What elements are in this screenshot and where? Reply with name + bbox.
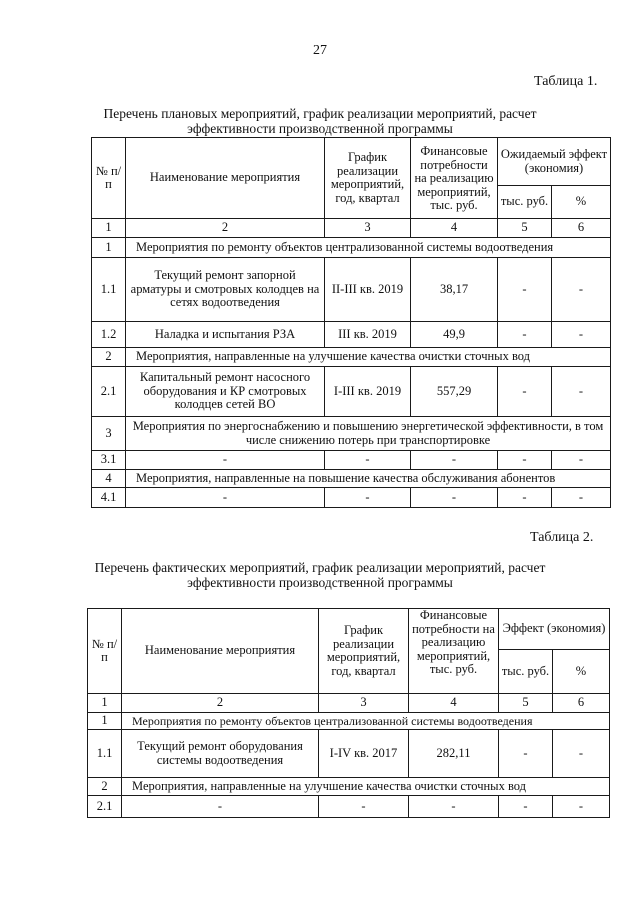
header-effect-pct: %	[552, 186, 611, 219]
row-schedule: -	[325, 488, 411, 508]
row-finance: 557,29	[411, 367, 498, 417]
section-title: Мероприятия, направленные на повышение качества обслуживания абонентов	[126, 470, 611, 488]
row-num: 1.2	[92, 322, 126, 348]
section-row	[92, 470, 611, 488]
row-finance: -	[411, 451, 498, 470]
header-finance-top: Финансовые потребности на реализацию	[409, 609, 499, 650]
row-finance: -	[411, 488, 498, 508]
table2-title-line1: Перечень фактических мероприятий, график реализации мероприятий, расчет	[94, 560, 546, 575]
row-name: Капитальный ремонт насосного оборудования и КР смотровых колодцев сетей ВО	[126, 367, 325, 417]
row-num: 3.1	[92, 451, 126, 470]
header-effect-pct: %	[553, 650, 610, 694]
col-number: 1	[92, 219, 126, 238]
row-name: -	[122, 796, 319, 818]
row-finance: -	[409, 796, 499, 818]
row-finance: 38,17	[411, 258, 498, 322]
row-effect-pct: -	[552, 322, 611, 348]
row-effect-rub: -	[498, 367, 552, 417]
row-name: Текущий ремонт запорной арматуры и смотровых колодцев на сетях водоотведения	[126, 258, 325, 322]
row-effect-rub: -	[499, 796, 553, 818]
section-num: 4	[92, 470, 126, 488]
header-effect: Эффект (экономия)	[499, 609, 610, 650]
table1-title-line1: Перечень плановых мероприятий, график реализации мероприятий, расчет	[103, 106, 537, 121]
row-name: -	[126, 451, 325, 470]
col-number: 6	[553, 694, 610, 713]
col-number: 1	[88, 694, 122, 713]
row-effect-pct: -	[553, 730, 610, 778]
col-number: 3	[325, 219, 411, 238]
header-num: № п/ п	[92, 138, 126, 219]
col-number: 2	[122, 694, 319, 713]
row-effect-pct: -	[552, 488, 611, 508]
section-row	[92, 348, 611, 367]
row-effect-rub: -	[499, 730, 553, 778]
table-row	[88, 730, 610, 778]
row-finance: 49,9	[411, 322, 498, 348]
table-row	[92, 367, 611, 417]
col-number: 4	[411, 219, 498, 238]
table2-label: Таблица 2.	[530, 530, 594, 545]
row-num: 4.1	[92, 488, 126, 508]
header-finance-bottom: мероприятий, тыс. руб.	[411, 186, 498, 219]
section-title: Мероприятия по ремонту объектов централизованной системы водоотведения	[122, 713, 610, 730]
table1-label: Таблица 1.	[534, 74, 598, 89]
row-effect-pct: -	[552, 258, 611, 322]
table-row	[92, 488, 611, 508]
header-name: Наименование мероприятия	[126, 138, 325, 219]
row-effect-pct: -	[552, 367, 611, 417]
header-finance-top: Финансовые потребности на реализацию	[411, 138, 498, 186]
table2	[87, 608, 610, 818]
table2-title-line2: эффективности производственной программы	[187, 575, 453, 590]
header-num: № п/ п	[88, 609, 122, 694]
row-num: 2.1	[92, 367, 126, 417]
col-number: 4	[409, 694, 499, 713]
col-number: 6	[552, 219, 611, 238]
table1	[91, 137, 611, 508]
row-effect-pct: -	[553, 796, 610, 818]
page-number: 27	[313, 43, 327, 58]
row-num: 1.1	[88, 730, 122, 778]
section-row	[88, 778, 610, 796]
table-row	[92, 258, 611, 322]
section-num: 1	[92, 238, 126, 258]
col-number: 3	[319, 694, 409, 713]
row-schedule: -	[325, 451, 411, 470]
table2-title	[80, 560, 560, 590]
row-name: Текущий ремонт оборудования системы водоотведения	[122, 730, 319, 778]
col-number: 5	[498, 219, 552, 238]
row-effect-pct: -	[552, 451, 611, 470]
section-row	[92, 417, 611, 451]
section-title: Мероприятия, направленные на улучшение качества очистки сточных вод	[126, 348, 611, 367]
table-row	[92, 451, 611, 470]
section-num: 2	[88, 778, 122, 796]
section-num: 2	[92, 348, 126, 367]
row-effect-rub: -	[498, 451, 552, 470]
table1-title-line2: эффективности производственной программы	[187, 121, 453, 136]
section-row	[92, 238, 611, 258]
header-effect-rub: тыс. руб.	[498, 186, 552, 219]
section-num: 1	[88, 713, 122, 730]
row-effect-rub: -	[498, 258, 552, 322]
section-row	[88, 713, 610, 730]
row-num: 2.1	[88, 796, 122, 818]
section-title: Мероприятия по энергоснабжению и повышению энергетической эффективности, в том числе снижению потерь при транспортировке	[126, 417, 611, 451]
header-effect-rub: тыс. руб.	[499, 650, 553, 694]
row-finance: 282,11	[409, 730, 499, 778]
table-row	[88, 796, 610, 818]
header-effect: Ожидаемый эффект (экономия)	[498, 138, 611, 186]
col-number: 5	[499, 694, 553, 713]
table-row	[92, 322, 611, 348]
row-effect-rub: -	[498, 488, 552, 508]
row-num: 1.1	[92, 258, 126, 322]
section-title: Мероприятия, направленные на улучшение качества очистки сточных вод	[122, 778, 610, 796]
section-num: 3	[92, 417, 126, 451]
header-name: Наименование мероприятия	[122, 609, 319, 694]
header-schedule: График реализации мероприятий, год, квартал	[319, 609, 409, 694]
header-finance-bottom: мероприятий, тыс. руб.	[409, 650, 499, 694]
row-effect-rub: -	[498, 322, 552, 348]
row-schedule: I-III кв. 2019	[325, 367, 411, 417]
table1-title	[80, 106, 560, 136]
row-schedule: II-III кв. 2019	[325, 258, 411, 322]
section-title: Мероприятия по ремонту объектов централизованной системы водоотведения	[126, 238, 611, 258]
col-number: 2	[126, 219, 325, 238]
header-schedule: График реализации мероприятий, год, квартал	[325, 138, 411, 219]
row-schedule: I-IV кв. 2017	[319, 730, 409, 778]
row-schedule: III кв. 2019	[325, 322, 411, 348]
row-name: -	[126, 488, 325, 508]
row-schedule: -	[319, 796, 409, 818]
row-name: Наладка и испытания РЗА	[126, 322, 325, 348]
